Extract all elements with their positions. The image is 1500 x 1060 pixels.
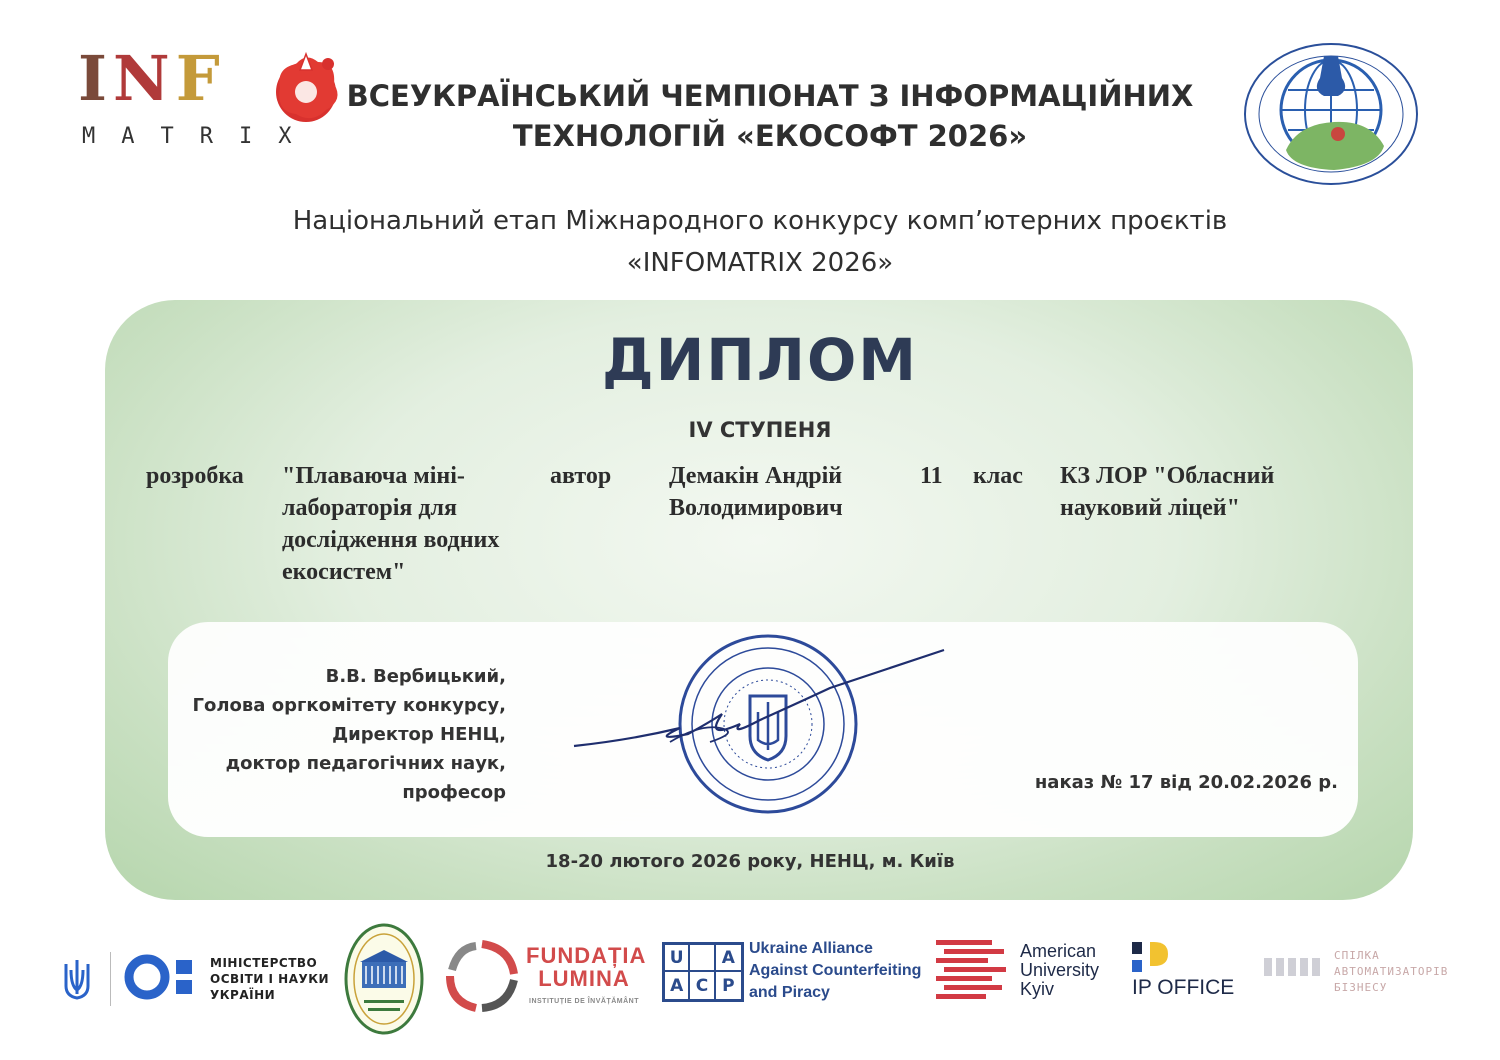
uaacp-name bbox=[749, 938, 921, 1004]
diploma-title: ДИПЛОМ bbox=[602, 326, 918, 394]
auk-line-1: American bbox=[1020, 941, 1097, 961]
school-name: КЗ ЛОР "Обласний науковий ліцей" bbox=[1060, 463, 1275, 521]
title-line-2: ТЕХНОЛОГІЙ «ЕКОСОФТ 2026» bbox=[512, 119, 1028, 153]
ministry-logo-icon bbox=[124, 952, 200, 1002]
uaacp-letter-5: P bbox=[722, 975, 735, 996]
subtitle-line-2: «INFOMATRIX 2026» bbox=[626, 248, 894, 278]
sab-line-1: СПІЛКА bbox=[1334, 949, 1380, 962]
uaacp-letter-2: A bbox=[716, 945, 741, 972]
uaacp-line-3: and Piracy bbox=[749, 984, 830, 1001]
label-work: розробка bbox=[146, 463, 244, 489]
label-author: автор bbox=[550, 463, 612, 489]
contest-subtitle bbox=[130, 200, 1390, 284]
fundatia-lumina-icon bbox=[444, 940, 520, 1012]
footer-divider bbox=[110, 952, 111, 1006]
grade-number: 11 bbox=[920, 463, 943, 489]
fundatia-line-2: LUMINA bbox=[538, 966, 630, 991]
sab-logo-pattern bbox=[1264, 958, 1324, 976]
ministry-line-2: ОСВІТИ І НАУКИ bbox=[210, 972, 330, 986]
auk-line-2: University bbox=[1020, 960, 1100, 980]
american-university-icon bbox=[936, 938, 1008, 1006]
fundatia-subtitle: INSTITUȚIE DE ÎNVĂȚĂMÂNT bbox=[529, 998, 639, 1005]
ministry-name bbox=[210, 955, 329, 1003]
uaacp-line-1: Ukraine Alliance bbox=[749, 940, 873, 957]
signer-role-2: Директор НЕНЦ, bbox=[332, 724, 506, 745]
title-line-1: ВСЕУКРАЇНСЬКИЙ ЧЕМПІОНАТ З ІНФОРМАЦІЙНИХ bbox=[346, 79, 1194, 113]
ip-office-icon bbox=[1132, 942, 1170, 978]
uaacp-letter-4: C bbox=[690, 972, 715, 999]
sab-name bbox=[1334, 948, 1448, 996]
signer-role-4: професор bbox=[402, 782, 506, 803]
american-university-name bbox=[1020, 942, 1099, 999]
signer-role-1: Голова оргкомітету конкурсу, bbox=[192, 695, 506, 716]
logo-letters bbox=[78, 42, 286, 115]
uaacp-letter-1: U bbox=[665, 945, 690, 972]
academy-emblem bbox=[342, 922, 426, 1036]
logo-word: MATRIX bbox=[82, 124, 318, 149]
author-name: Демакін Андрій Володимирович bbox=[669, 463, 843, 521]
signer-block bbox=[150, 662, 506, 807]
grade-label: клас bbox=[973, 463, 1023, 489]
trident-icon bbox=[62, 958, 92, 1002]
logo-letter-f: F bbox=[175, 42, 226, 115]
auk-line-3: Kyiv bbox=[1020, 979, 1055, 999]
uaacp-cell-blank bbox=[690, 945, 715, 972]
ministry-line-3: УКРАЇНИ bbox=[210, 988, 276, 1002]
sab-line-3: БІЗНЕСУ bbox=[1334, 981, 1388, 994]
order-reference: наказ № 17 від 20.02.2026 р. bbox=[1034, 772, 1338, 793]
sab-line-2: АВТОМАТИЗАТОРІВ bbox=[1334, 965, 1449, 978]
uaacp-letter-3: A bbox=[665, 972, 690, 999]
event-date-location: 18-20 лютого 2026 року, НЕНЦ, м. Київ bbox=[545, 851, 955, 872]
uaacp-line-2: Against Counterfeiting bbox=[749, 962, 922, 979]
subtitle-line-1: Національний етап Міжнародного конкурсу комп’ютерних проєктів bbox=[292, 206, 1228, 236]
uaacp-logo-box bbox=[662, 942, 744, 1002]
fundatia-lumina-name bbox=[526, 943, 647, 1013]
championship-title bbox=[300, 76, 1240, 156]
work-title: "Плаваюча міні-лабораторія для дослідження водних екосистем" bbox=[282, 463, 500, 585]
official-stamp bbox=[570, 632, 950, 822]
signer-role-3: доктор педагогічних наук, bbox=[225, 753, 506, 774]
diploma-degree: IV СТУПЕНЯ bbox=[688, 418, 832, 442]
ip-office-name: IP OFFICE bbox=[1132, 976, 1235, 999]
ministry-line-1: МІНІСТЕРСТВО bbox=[210, 956, 318, 970]
organization-emblem bbox=[1238, 38, 1424, 188]
fundatia-line-1: FUNDAȚIA bbox=[526, 943, 647, 968]
signer-name: В.В. Вербицький, bbox=[325, 666, 506, 687]
logo-letter-i: I bbox=[78, 42, 114, 115]
logo-letter-n: N bbox=[113, 42, 176, 115]
